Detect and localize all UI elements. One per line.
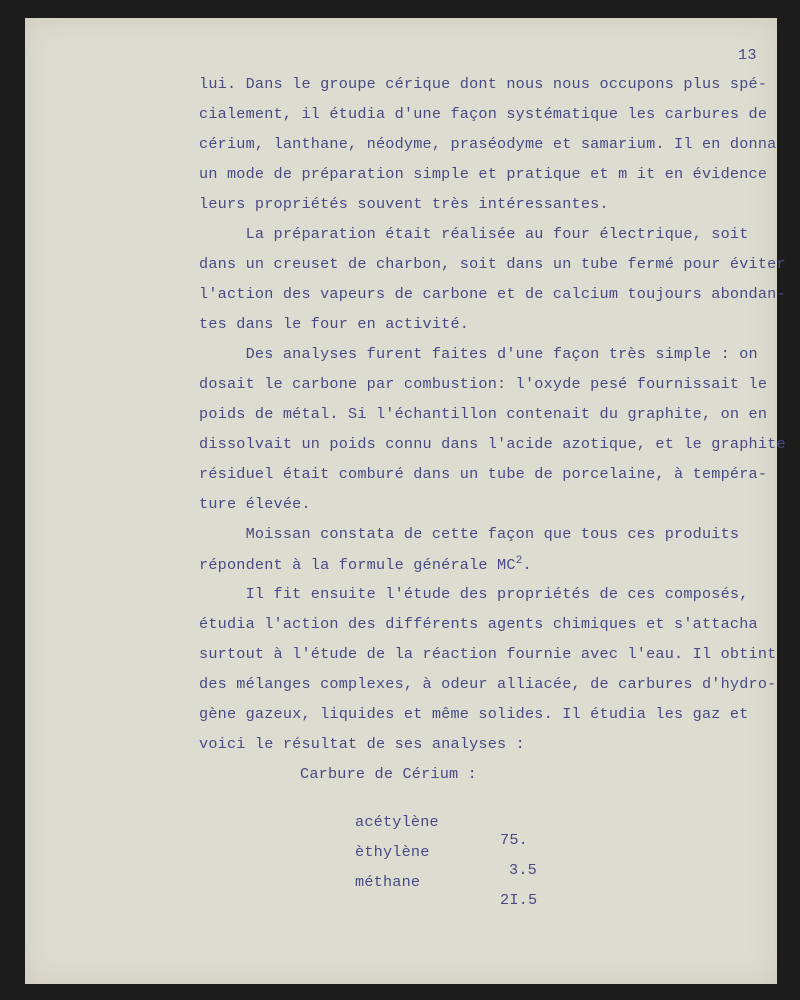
text-line: La préparation était réalisée au four électrique, soit: [199, 225, 749, 243]
text-line: l'action des vapeurs de carbone et de calcium toujours abondan-: [199, 285, 786, 303]
text-line: étudia l'action des différents agents chimiques et s'attacha: [199, 615, 758, 633]
text-line: cialement, il étudia d'une façon systématique les carbures de: [199, 105, 768, 123]
compound-name: acétylène: [355, 813, 439, 831]
text-line-formula: [199, 555, 532, 574]
table-title: Carbure de Cérium :: [300, 765, 477, 783]
text-line: surtout à l'étude de la réaction fournie avec l'eau. Il obtint: [199, 645, 777, 663]
text-line: poids de métal. Si l'échantillon contenait du graphite, on en: [199, 405, 768, 423]
text-line: dosait le carbone par combustion: l'oxyde pesé fournissait le: [199, 375, 768, 393]
page-number: 13: [738, 46, 757, 64]
text-line: cérium, lanthane, néodyme, praséodyme et samarium. Il en donna: [199, 135, 777, 153]
compound-name: méthane: [355, 873, 421, 891]
text-line: gène gazeux, liquides et même solides. Il étudia les gaz et: [199, 705, 749, 723]
text-line: ture élevée.: [199, 495, 311, 513]
compound-value: 3.5: [509, 861, 537, 879]
text-line: dissolvait un poids connu dans l'acide azotique, et le graphite: [199, 435, 786, 453]
text-line: résiduel était comburé dans un tube de porcelaine, à tempéra-: [199, 465, 768, 483]
text-line: dans un creuset de charbon, soit dans un tube fermé pour éviter: [199, 255, 786, 273]
text-line: un mode de préparation simple et pratique et m it en évidence: [199, 165, 768, 183]
text-line: Il fit ensuite l'étude des propriétés de ces composés,: [199, 585, 749, 603]
formula-period: .: [522, 556, 532, 574]
compound-value: 2I.5: [500, 891, 538, 909]
text-line: Des analyses furent faites d'une façon très simple : on: [199, 345, 758, 363]
text-line: des mélanges complexes, à odeur alliacée, de carbures d'hydro-: [199, 675, 777, 693]
text-line: voici le résultat de ses analyses :: [199, 735, 525, 753]
text-line: lui. Dans le groupe cérique dont nous nous occupons plus spé-: [199, 75, 768, 93]
compound-name: èthylène: [355, 843, 430, 861]
compound-value: 75.: [500, 831, 528, 849]
formula-text: répondent à la formule générale MC: [199, 556, 516, 574]
formula-superscript: 2: [515, 555, 523, 567]
text-line: Moissan constata de cette façon que tous ces produits: [199, 525, 740, 543]
text-line: tes dans le four en activité.: [199, 315, 470, 333]
paragraph-1: [25, 18, 777, 213]
document-page: [25, 18, 786, 984]
text-line: leurs propriétés souvent très intéressantes.: [199, 195, 609, 213]
